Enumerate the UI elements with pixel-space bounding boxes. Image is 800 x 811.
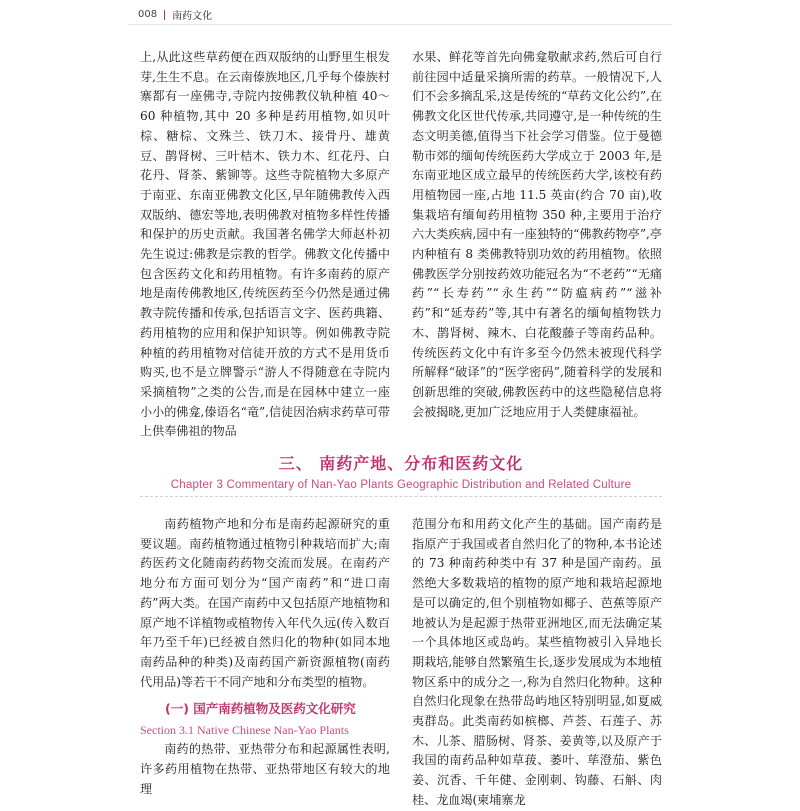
section-subtitle: Section 3.1 Native Chinese Nan-Yao Plants	[140, 723, 349, 738]
running-title: 南药文化	[172, 11, 213, 22]
header-divider	[164, 10, 165, 20]
header-rule	[128, 24, 672, 25]
chapter-title: 三、 南药产地、分布和医药文化	[278, 454, 524, 473]
section-title: (一) 国产南药植物及医药文化研究	[165, 701, 356, 717]
body-paragraph: 范围分布和用药文化产生的基础。国产南药是指原产于我国或者自然归化了的物种,本书论述的 73 种南药种类中有 37 种是国产南药。虽然绝大多数栽培的植物的原产地和栽培起源地是可以确定的,但个别植物如椰子、芭蕉等原产地被认为是起源于热带亚洲地区,而无法确定某一个具体地区或岛屿。某些植物被引入异地长期栽培,能够自然繁殖生长,逐步发展成为本地植物区系中的成分之一,称为自然归化物种。这种自然归化现象在热带岛屿地区特别明显,如夏威夷群岛。此类南药如槟榔、芦荟、石莲子、苏木、儿茶、腊肠树、肾茶、姜黄等,以及原产于我国的南药品种如草菝、萎叶、荜澄茄、紫色姜、沉香、千年健、金刚刺、钩藤、石斛、肉桂、龙血竭(柬埔寨龙	[412, 517, 662, 807]
body-paragraph: 水果、鲜花等首先向佛龛敬献求药,然后可自行前往园中适量采摘所需的药草。一般情况下,人们不会多摘乱采,这是传统的“草药文化公约”,在佛教文化区世代传承,共同遵守,是一种传统的生态文明美德,值得当下社会学习借鉴。位于曼德勒市郊的缅甸传统医药大学成立于 2003 年,是东南亚地区成立最早的传统医药大学,该校有药用植物园一座,占地 11.5 英亩(约合 70 亩),收集栽培有缅甸药用植物 350 种,主要用于治疗六大类疾病,园中有一座独特的“佛教药物亭”,亭内种植有 8 类佛教特别功效的药用植物。依照佛教医学分别按药效功能冠名为“不老药”“无痛药”“长寿药”“永生药”“防瘟病药”“滋补药”和“延寿药”等,其中有著名的缅甸植物铁力木、鹊肾树、辣木、白花酸藤子等南药品种。传统医药文化中有许多至今仍然未被现代科学所解释“破译”的“医学密码”,随着科学的发展和创新思维的突破,佛教医药中的这些隐秘信息将会被揭晓,更加广泛地应用于人类健康福祉。	[412, 50, 662, 419]
lower-left-column	[140, 515, 390, 799]
lower-right-column	[412, 515, 662, 811]
body-paragraph: 南药植物产地和分布是南药起源研究的重要议题。南药植物通过植物引种栽培而扩大;南药医药文化随南药药物交流而发展。在南药产地分布方面可划分为“国产南药”和“进口南药”两大类。在国产南药中又包括原产地植物和原产地不详植物或植物传入年代久远(传入数百年乃至千年)已经被自然归化的物种(如同本地南药品种的种类)及南药国产新资源植物(南药代用品)等若干不同产地和分布类型的植物。	[140, 517, 390, 689]
chapter-heading	[140, 451, 662, 491]
upper-right-column	[412, 48, 662, 422]
chapter-divider	[140, 496, 662, 497]
section-heading	[140, 698, 390, 740]
body-paragraph: 南药的热带、亚热带分布和起源属性表明,许多药用植物在热带、亚热带地区有较大的地理	[140, 742, 390, 796]
upper-left-column	[140, 48, 390, 442]
chapter-subtitle: Chapter 3 Commentary of Nan-Yao Plants Geographic Distribution and Related Culture	[170, 479, 632, 491]
running-header	[138, 7, 212, 22]
page-number: 008	[138, 9, 158, 20]
body-paragraph: 上,从此这些草药便在西双版纳的山野里生根发芽,生生不息。在云南傣族地区,几乎每个傣族村寨都有一座佛寺,寺院内按佛教仪轨种植 40～60 种植物,其中 20 多种是药用植物,如贝叶棕、糖棕、文殊兰、铁刀木、接骨丹、雄黄豆、鹊肾树、三叶桔木、铁力木、红花丹、白花丹、肾茶、紫铆等。这些寺院植物大多原产于南亚、东南亚佛教文化区,早年随佛教传入西双版纳、德宏等地,表明佛教对植物多样性传播和保护的历史贡献。我国著名佛学大师赵朴初先生说过:佛教是宗教的哲学。佛教文化传播中包含医药文化和药用植物。有许多南药的原产地是南传佛教地区,传统医药至今仍然是通过佛教寺院传播和传承,包括语言文字、医药典籍、药用植物的应用和保护知识等。例如佛教寺院种植的药用植物对信徒开放的方式不是用货币购买,也不是立牌警示“游人不得随意在寺院内采摘植物”之类的公告,而是在园林中建立一座小小的佛龛,傣语名“竜”,信徒因治病求药草可带上供奉佛祖的物品	[140, 50, 390, 439]
